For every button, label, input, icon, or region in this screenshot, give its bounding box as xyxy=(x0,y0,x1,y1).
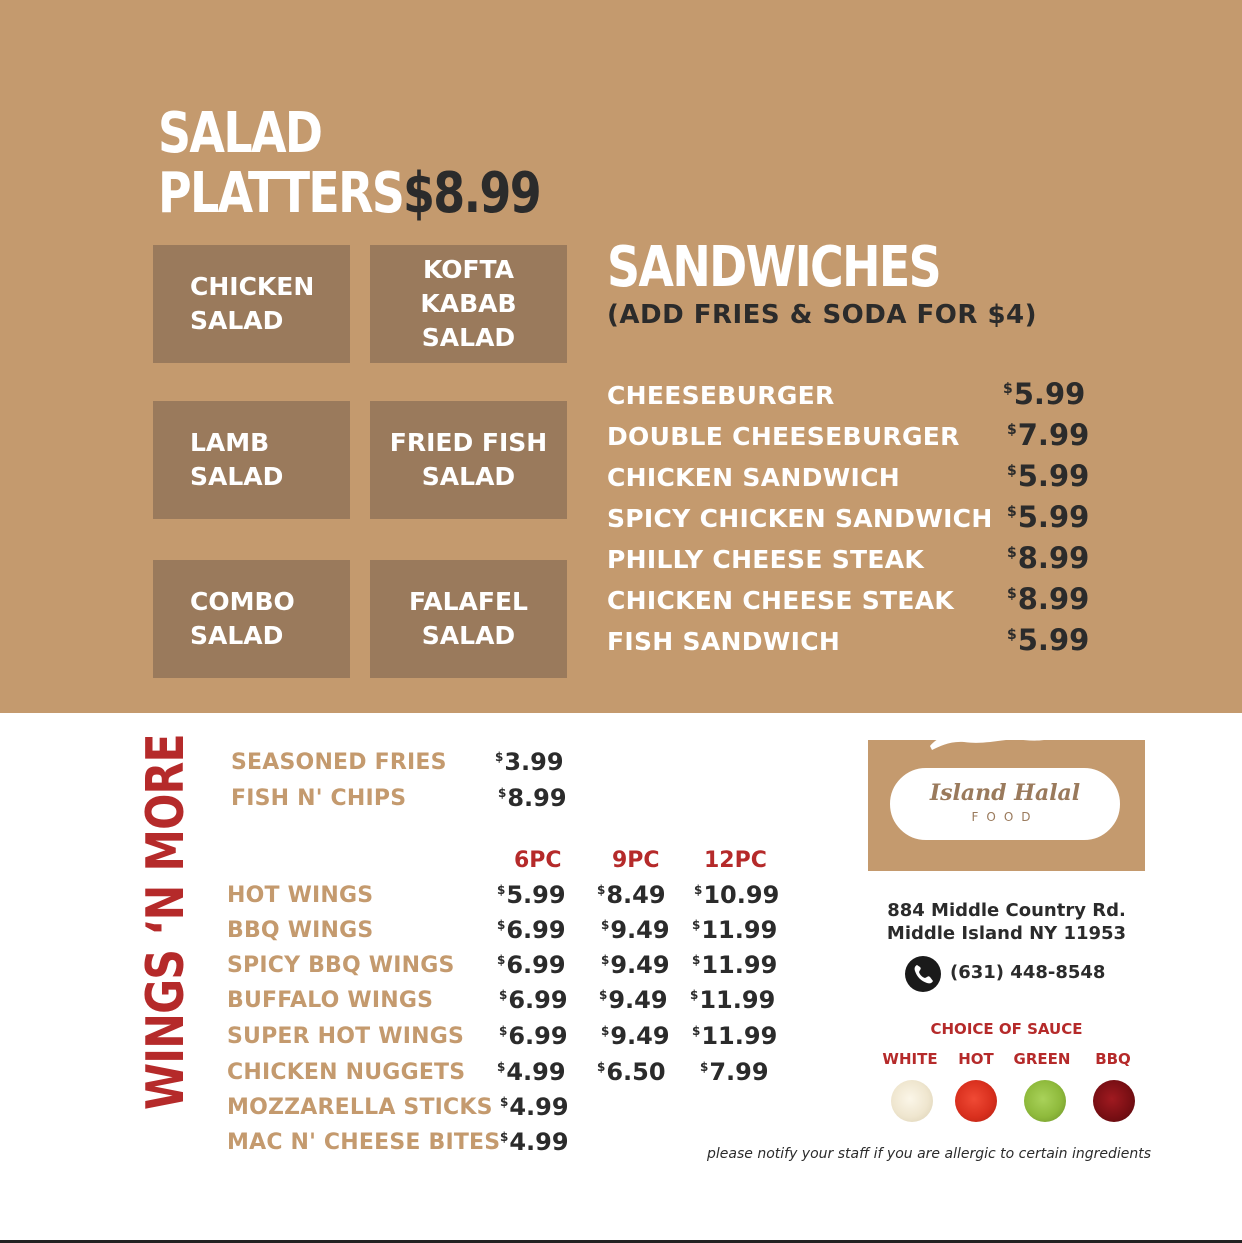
sandwich-price: $5.99 xyxy=(1007,623,1090,657)
phone-icon xyxy=(905,956,941,992)
salad-item-lamb: LAMB SALAD xyxy=(153,401,350,519)
address-line1: 884 Middle Country Rd. xyxy=(887,900,1126,921)
wing-price: $11.99 xyxy=(690,986,776,1014)
column-header-12pc: 12PC xyxy=(704,848,767,873)
sandwich-name: CHICKEN SANDWICH xyxy=(607,463,900,492)
sandwich-name: CHICKEN CHEESE STEAK xyxy=(607,586,955,615)
salad-title-line2: PLATTERS xyxy=(158,161,404,226)
sauce-title: CHOICE OF SAUCE xyxy=(930,1020,1083,1038)
wing-price: $11.99 xyxy=(692,1022,778,1050)
sandwiches-title: SANDWICHES xyxy=(607,235,941,300)
sandwich-name: SPICY CHICKEN SANDWICH xyxy=(607,504,993,533)
wing-price: $5.99 xyxy=(497,881,566,909)
column-header-6pc: 6PC xyxy=(514,848,562,873)
wing-item-name: BUFFALO WINGS xyxy=(227,988,434,1013)
wing-item-name: HOT WINGS xyxy=(227,883,374,908)
sandwich-price: $5.99 xyxy=(1007,459,1090,493)
salad-item-combo: COMBO SALAD xyxy=(153,560,350,678)
sandwich-price: $5.99 xyxy=(1007,500,1090,534)
island-silhouette-icon xyxy=(928,726,1048,752)
side-item-name: FISH N' CHIPS xyxy=(231,786,407,811)
wing-item-name: MOZZARELLA STICKS xyxy=(227,1095,493,1120)
wing-price: $4.99 xyxy=(500,1128,569,1156)
sauce-label-green: GREEN xyxy=(1013,1050,1071,1068)
wing-item-name: CHICKEN NUGGETS xyxy=(227,1060,466,1085)
wing-price: $6.99 xyxy=(499,1022,568,1050)
sandwich-price: $5.99 xyxy=(1003,377,1086,411)
wing-price: $6.99 xyxy=(497,951,566,979)
wing-price: $8.49 xyxy=(597,881,666,909)
wing-item-name: SPICY BBQ WINGS xyxy=(227,953,455,978)
sandwich-row xyxy=(607,418,1090,463)
sauce-hot-icon xyxy=(955,1080,997,1122)
sandwiches-subtitle: (ADD FRIES & SODA FOR $4) xyxy=(607,300,1038,330)
sandwich-price: $8.99 xyxy=(1007,541,1090,575)
sauce-white-icon xyxy=(891,1080,933,1122)
side-item-price: $8.99 xyxy=(498,784,567,812)
logo-name: Island Halal xyxy=(929,780,1081,806)
wing-price: $4.99 xyxy=(500,1093,569,1121)
wing-price: $11.99 xyxy=(692,951,778,979)
wing-price: $9.49 xyxy=(601,916,670,944)
wing-price: $9.49 xyxy=(599,986,668,1014)
salad-item-chicken: CHICKEN SALAD xyxy=(153,245,350,363)
wing-price: $6.50 xyxy=(597,1058,666,1086)
wing-price: $4.99 xyxy=(497,1058,566,1086)
wing-price: $9.49 xyxy=(601,951,670,979)
salad-title-line1: SALAD xyxy=(158,101,322,166)
side-item-name: SEASONED FRIES xyxy=(231,750,447,775)
sandwich-price: $7.99 xyxy=(1007,418,1090,452)
wing-item-name: MAC N' CHEESE BITES xyxy=(227,1130,501,1155)
wing-price: $6.99 xyxy=(499,986,568,1014)
sandwich-row xyxy=(607,377,1087,422)
wing-price: $10.99 xyxy=(694,881,780,909)
side-item-price: $3.99 xyxy=(495,748,564,776)
wings-section-title: WINGS ‘N MORE xyxy=(136,734,196,1110)
sandwich-name: DOUBLE CHEESEBURGER xyxy=(607,422,960,451)
logo-badge xyxy=(890,768,1120,840)
sandwich-row xyxy=(607,623,1090,668)
wing-price: $7.99 xyxy=(700,1058,769,1086)
salad-item-kofta-kabab: KOFTA KABAB SALAD xyxy=(370,245,567,363)
sauce-label-hot: HOT xyxy=(958,1050,994,1068)
wing-item-name: BBQ WINGS xyxy=(227,918,374,943)
sandwich-name: FISH SANDWICH xyxy=(607,627,841,656)
sandwich-price: $8.99 xyxy=(1007,582,1090,616)
sandwich-row xyxy=(607,541,1090,586)
sauce-green-icon xyxy=(1024,1080,1066,1122)
wing-price: $11.99 xyxy=(692,916,778,944)
sandwich-row xyxy=(607,500,1090,545)
sandwich-row xyxy=(607,582,1090,627)
wing-price: $6.99 xyxy=(497,916,566,944)
salad-price: $8.99 xyxy=(403,161,541,226)
sandwich-name: CHEESEBURGER xyxy=(607,381,835,410)
column-header-9pc: 9PC xyxy=(612,848,660,873)
wing-item-name: SUPER HOT WINGS xyxy=(227,1024,465,1049)
sauce-label-bbq: BBQ xyxy=(1095,1050,1131,1068)
salad-item-fried-fish: FRIED FISH SALAD xyxy=(370,401,567,519)
sandwich-name: PHILLY CHEESE STEAK xyxy=(607,545,925,574)
sauce-bbq-icon xyxy=(1093,1080,1135,1122)
restaurant-logo xyxy=(868,740,1145,871)
wing-price: $9.49 xyxy=(601,1022,670,1050)
phone-number: (631) 448-8548 xyxy=(950,962,1106,983)
sauce-label-white: WHITE xyxy=(882,1050,938,1068)
logo-sub: FOOD xyxy=(971,810,1039,824)
allergy-note: please notify your staff if you are allergic to certain ingredients xyxy=(707,1146,1152,1162)
address-line2: Middle Island NY 11953 xyxy=(886,923,1127,944)
sandwich-row xyxy=(607,459,1090,504)
salad-item-falafel: FALAFEL SALAD xyxy=(370,560,567,678)
